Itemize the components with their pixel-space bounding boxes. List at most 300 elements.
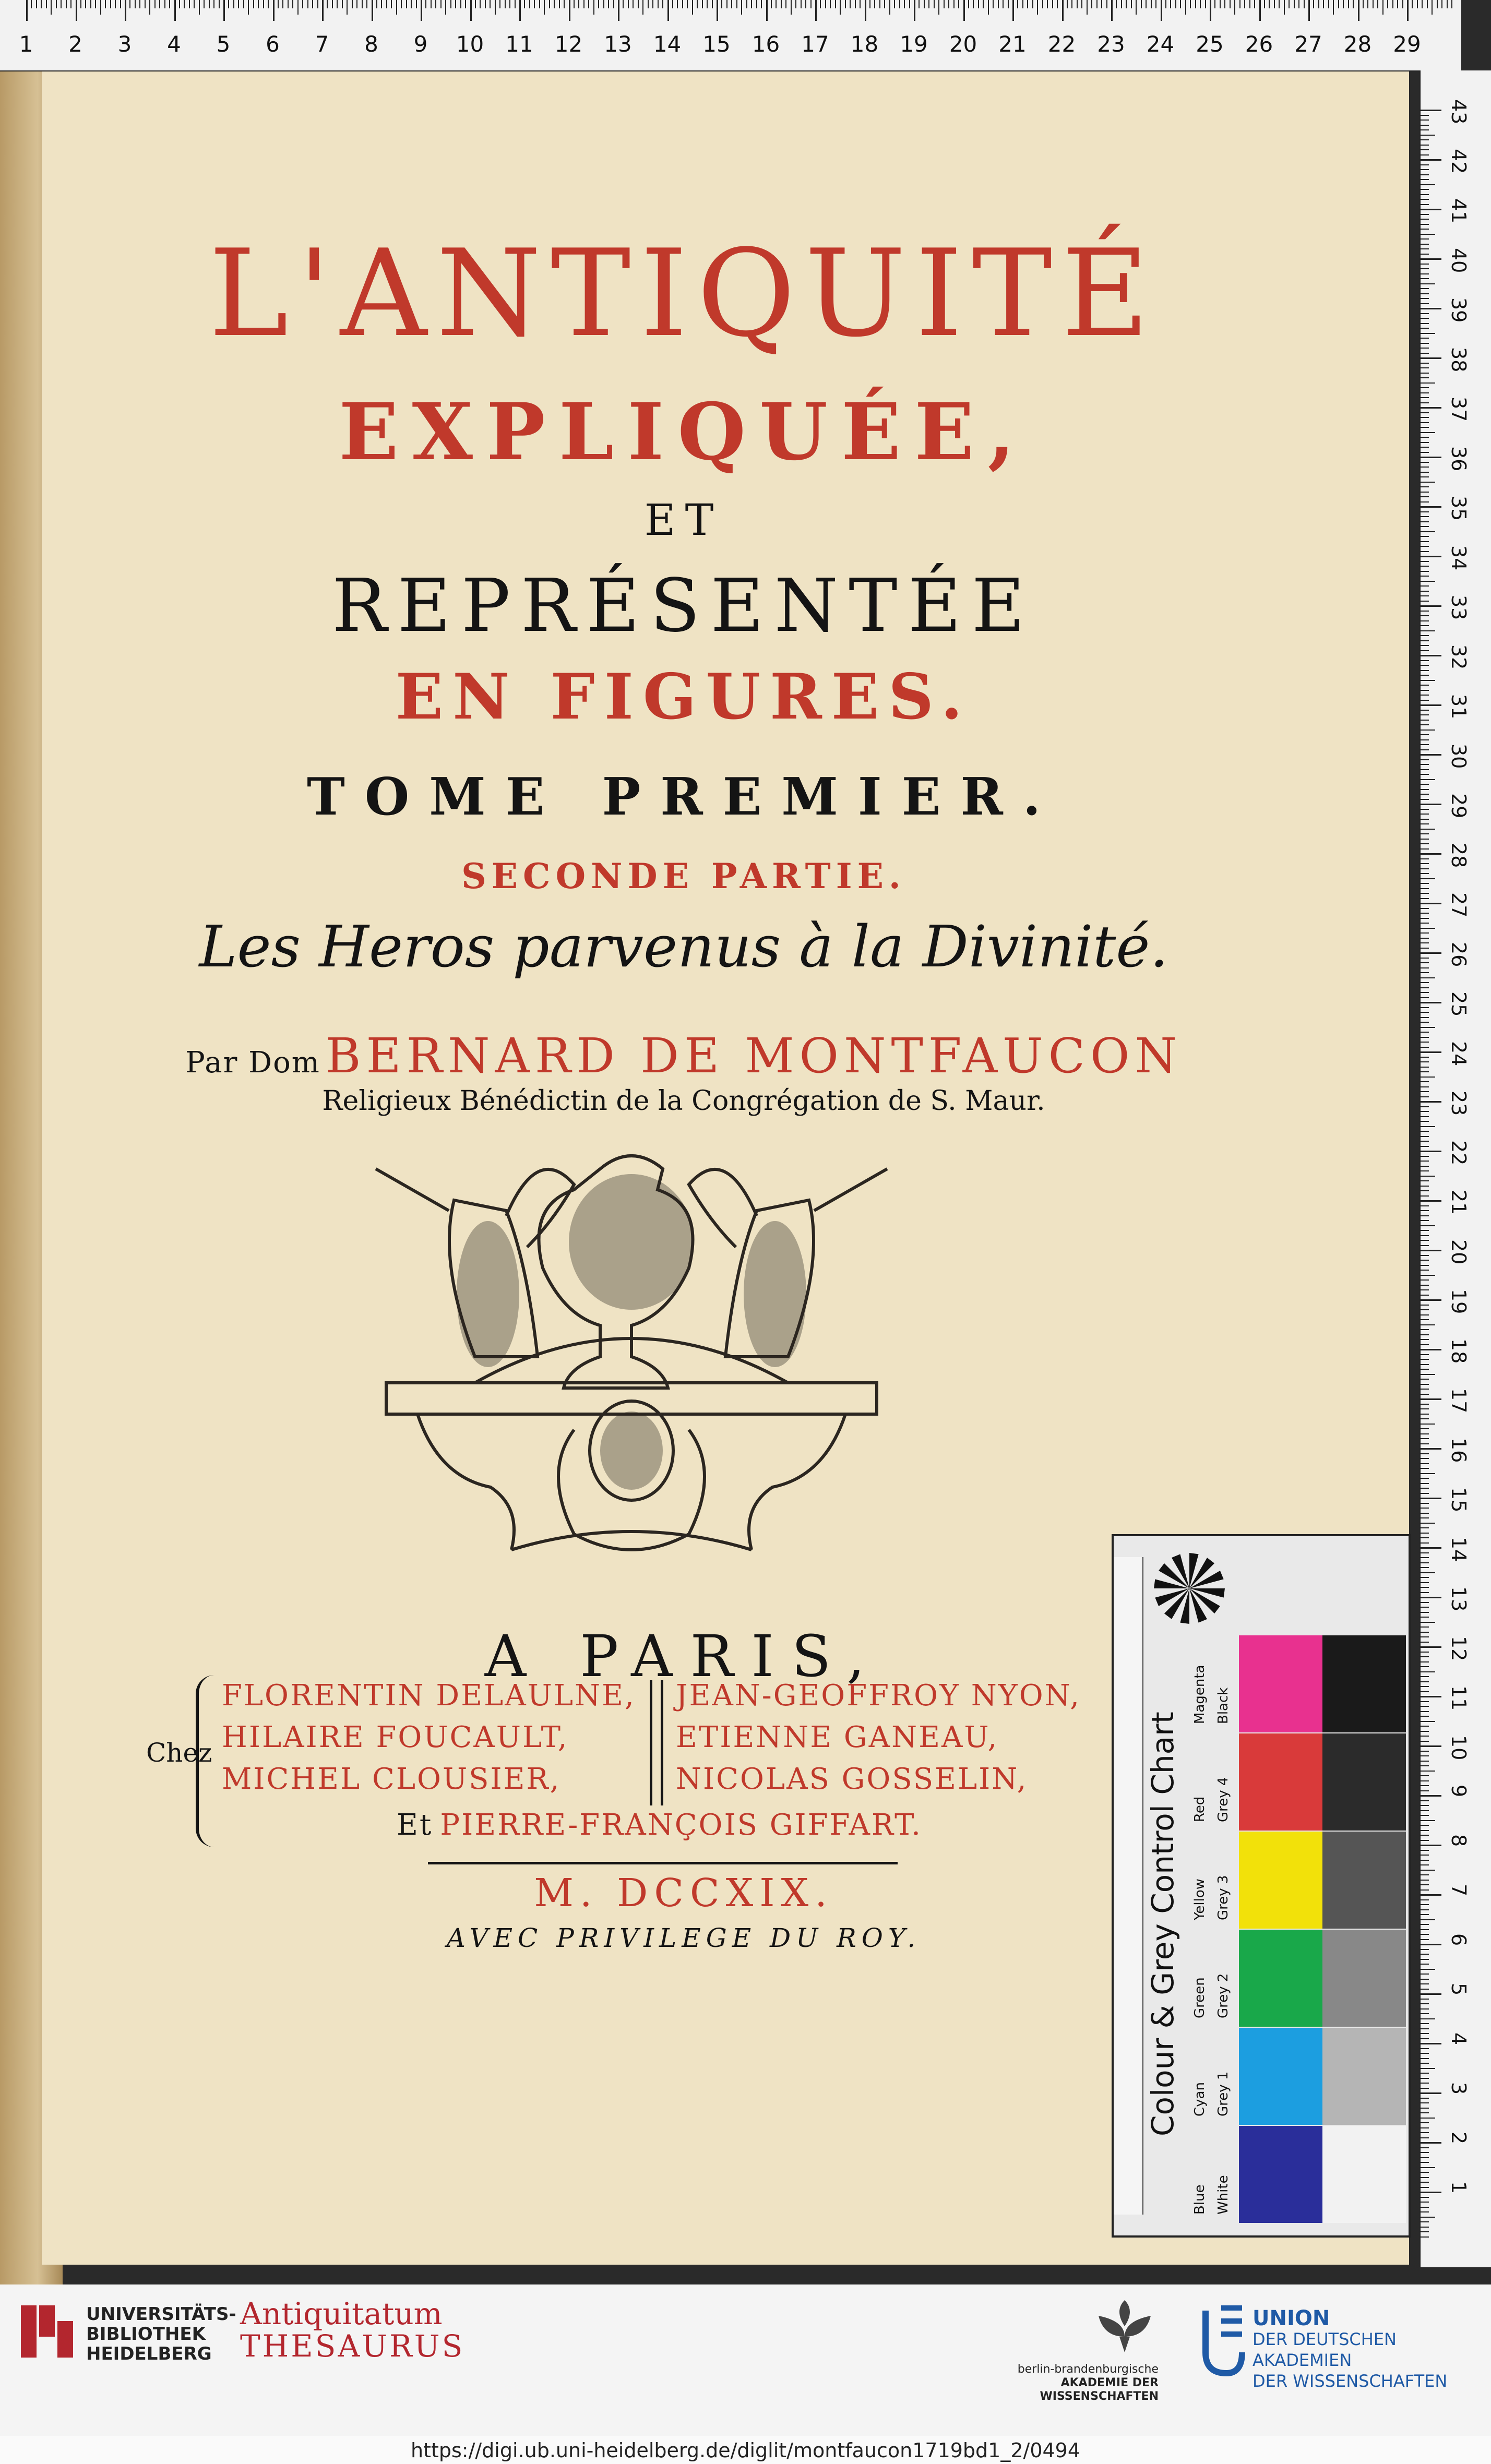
ruler-minor-tick <box>1313 0 1314 8</box>
ruler-minor-tick <box>1421 769 1429 770</box>
ruler-minor-tick <box>1421 645 1429 646</box>
ruler-number: 3 <box>1447 2082 1470 2095</box>
ruler-minor-tick <box>1421 1279 1429 1281</box>
ruler-tick <box>1421 1299 1441 1301</box>
source-url[interactable]: https://digi.ub.uni-heidelberg.de/diglit/montfaucon1719bd1_2/0494 <box>410 2439 1081 2462</box>
ruler-minor-tick <box>248 0 249 15</box>
ruler-number: 13 <box>1447 1586 1470 1612</box>
ruler-number: 9 <box>413 31 428 57</box>
ruler-minor-tick <box>1421 145 1429 146</box>
publishers-column-2 <box>676 1675 1081 1800</box>
ruler-minor-tick <box>884 0 885 8</box>
publishers-column-1 <box>222 1675 636 1800</box>
ruler-minor-tick <box>1421 2137 1429 2138</box>
ruler-minor-tick <box>1254 0 1255 8</box>
ruler-minor-tick <box>1421 640 1429 641</box>
ruler-minor-tick <box>1421 1047 1429 1048</box>
ruler-minor-tick <box>791 0 792 15</box>
ruler-minor-tick <box>36 0 37 8</box>
ruler-minor-tick <box>1421 1096 1429 1097</box>
ruler-minor-tick <box>204 0 205 8</box>
ruler-minor-tick <box>1421 690 1429 691</box>
ruler-minor-tick <box>1421 1636 1429 1637</box>
bbaw-line-1: berlin-brandenburgische <box>1017 2363 1159 2376</box>
ruler-minor-tick <box>1421 2102 1429 2103</box>
ruler-minor-tick <box>386 0 387 8</box>
ruler-tick <box>125 0 126 21</box>
ruler-minor-tick <box>1421 734 1429 735</box>
ruler-number: 36 <box>1447 446 1470 472</box>
ruler-minor-tick <box>1421 229 1429 230</box>
ruler-minor-tick <box>855 0 856 8</box>
ruler-minor-tick <box>1421 1344 1429 1345</box>
ruler-minor-tick <box>1421 591 1429 592</box>
ruler-minor-tick <box>1421 129 1429 130</box>
ruler-minor-tick <box>524 0 525 8</box>
ruler-minor-tick <box>1057 0 1058 8</box>
ruler-minor-tick <box>1421 442 1429 443</box>
colour-name-label: Blue <box>1192 2184 1208 2215</box>
ruler-number: 23 <box>1097 31 1125 57</box>
ruler-minor-tick <box>1421 670 1429 671</box>
ruler-minor-tick <box>1421 2073 1429 2074</box>
ruler-minor-tick <box>1264 0 1265 8</box>
ruler-minor-tick <box>1421 595 1429 596</box>
ruler-minor-tick <box>1421 367 1429 368</box>
ruler-minor-tick <box>934 0 935 8</box>
ruler-tick <box>766 0 768 21</box>
ruler-minor-tick <box>391 0 392 8</box>
ruler-tick <box>1421 1993 1441 1995</box>
ruler-tick <box>1421 903 1441 904</box>
ruler-minor-tick <box>948 0 949 8</box>
ruler-minor-tick <box>534 0 535 8</box>
ruler-minor-tick <box>1421 1230 1429 1231</box>
ruler-minor-tick <box>1421 1780 1429 1781</box>
ruler-minor-tick <box>1298 0 1299 8</box>
ruler-tick <box>1421 2192 1441 2193</box>
ruler-minor-tick <box>1421 977 1435 978</box>
ruler-minor-tick <box>1421 189 1429 190</box>
ruler-number: 43 <box>1447 99 1470 125</box>
ruler-tick <box>1421 2142 1441 2144</box>
ruler-minor-tick <box>376 0 377 8</box>
ruler-minor-tick <box>1421 303 1429 304</box>
ruler-minor-tick <box>1421 635 1429 636</box>
ruler-minor-tick <box>1421 1086 1429 1087</box>
ruler-minor-tick <box>1421 377 1429 378</box>
ruler-minor-tick <box>1421 1275 1435 1276</box>
ruler-minor-tick <box>1421 2108 1429 2109</box>
ruler-tick <box>815 0 817 21</box>
ruler-minor-tick <box>1421 2118 1435 2119</box>
ruler-minor-tick <box>736 0 737 8</box>
ruler-number: 11 <box>505 31 533 57</box>
ruler-tick <box>1421 704 1441 706</box>
ruler-minor-tick <box>1421 219 1429 220</box>
ruler-minor-tick <box>1421 2132 1429 2133</box>
ruler-minor-tick <box>1421 1503 1429 1504</box>
ruler-minor-tick <box>105 0 106 8</box>
ruler-minor-tick <box>1421 1404 1429 1405</box>
ruler-minor-tick <box>1421 992 1429 993</box>
ruler-number: 10 <box>456 31 484 57</box>
ruler-minor-tick <box>1294 0 1295 8</box>
ruler-number: 20 <box>1447 1239 1470 1265</box>
ruler-minor-tick <box>1421 1909 1429 1910</box>
ruler-minor-tick <box>1180 0 1181 8</box>
ruler-minor-tick <box>1106 0 1107 8</box>
ruler-minor-tick <box>1421 1176 1435 1177</box>
ruler-minor-tick <box>1421 1488 1429 1489</box>
ruler-number: 6 <box>266 31 280 57</box>
ruler-minor-tick <box>1249 0 1250 8</box>
ruler-minor-tick <box>1421 1007 1429 1008</box>
ruler-minor-tick <box>1421 1587 1429 1588</box>
ruler-minor-tick <box>648 0 649 8</box>
ruler-minor-tick <box>1432 0 1433 15</box>
ruler-minor-tick <box>1421 338 1429 339</box>
ruler-number: 2 <box>68 31 82 57</box>
ruler-minor-tick <box>1421 893 1429 894</box>
ruler-minor-tick <box>702 0 703 8</box>
ruler-minor-tick <box>1421 486 1429 487</box>
ruler-tick <box>1421 209 1441 210</box>
ruler-minor-tick <box>1421 2008 1429 2010</box>
ruler-minor-tick <box>1421 923 1429 924</box>
ruler-tick <box>569 0 570 21</box>
ruler-number: 4 <box>167 31 181 57</box>
ruler-minor-tick <box>396 0 397 15</box>
ruler-minor-tick <box>1274 0 1275 8</box>
ruler-minor-tick <box>1421 1523 1435 1524</box>
ruler-minor-tick <box>1421 149 1429 150</box>
grey-swatch <box>1322 1733 1406 1831</box>
ruler-minor-tick <box>1412 0 1413 8</box>
ruler-minor-tick <box>1421 115 1429 116</box>
ruler-minor-tick <box>1421 680 1435 681</box>
union-line-1: UNION <box>1253 2306 1330 2330</box>
ruler-tick <box>470 0 472 21</box>
ruler-number: 8 <box>1447 1834 1470 1847</box>
ruler-minor-tick <box>1421 809 1429 810</box>
ruler-minor-tick <box>159 0 160 8</box>
ruler-minor-tick <box>1421 2088 1429 2089</box>
ruler-minor-tick <box>1008 0 1009 8</box>
ruler-minor-tick <box>356 0 357 8</box>
ruler-minor-tick <box>1421 1815 1429 1816</box>
ruler-minor-tick <box>1421 829 1435 830</box>
ruler-minor-tick <box>1421 774 1429 775</box>
ruler-minor-tick <box>317 0 318 8</box>
ruler-minor-tick <box>342 0 343 8</box>
uni-line-2: BIBLIOTHEK <box>86 2324 206 2345</box>
ruler-minor-tick <box>1421 1691 1429 1692</box>
ruler-minor-tick <box>1421 1642 1429 1643</box>
ruler-minor-tick <box>1421 1136 1429 1137</box>
ruler-minor-tick <box>1421 382 1435 384</box>
ruler-minor-tick <box>1421 531 1435 532</box>
ruler-minor-tick <box>1421 1057 1429 1058</box>
ruler-minor-tick <box>1421 288 1429 289</box>
grey-name-label: Grey 3 <box>1215 1875 1231 1920</box>
ruler-minor-tick <box>1421 333 1435 334</box>
ruler-minor-tick <box>253 0 254 8</box>
ruler-minor-tick <box>1421 913 1429 914</box>
ruler-minor-tick <box>95 0 96 8</box>
ruler-minor-tick <box>1421 387 1429 388</box>
ruler-minor-tick <box>1421 2152 1429 2153</box>
ruler-minor-tick <box>1421 1934 1429 1935</box>
ruler-minor-tick <box>1421 323 1429 324</box>
title-line-2: EXPLIQUÉE, <box>339 386 1029 478</box>
grey-swatch <box>1322 1930 1406 2027</box>
ruler-minor-tick <box>1421 1186 1429 1187</box>
ruler-minor-tick <box>1421 2157 1429 2158</box>
publishers-block <box>146 1675 1112 1852</box>
ruler-minor-tick <box>944 0 945 8</box>
ruler-minor-tick <box>1421 814 1429 815</box>
ruler-tick <box>1062 0 1064 21</box>
ruler-minor-tick <box>1421 1979 1429 1980</box>
ruler-tick <box>963 0 965 21</box>
ruler-minor-tick <box>435 0 436 8</box>
ruler-minor-tick <box>1343 0 1344 8</box>
ruler-minor-tick <box>1421 2112 1429 2113</box>
ruler-minor-tick <box>1421 615 1429 616</box>
ruler-minor-tick <box>613 0 614 8</box>
ruler-minor-tick <box>1421 1924 1429 1925</box>
colour-swatch <box>1239 1635 1322 1732</box>
ruler-minor-tick <box>297 0 299 15</box>
ruler-number: 29 <box>1393 31 1421 57</box>
ruler-minor-tick <box>1421 1805 1429 1806</box>
ruler-minor-tick <box>1421 511 1429 512</box>
ruler-minor-tick <box>1421 298 1429 299</box>
ruler-number: 20 <box>949 31 977 57</box>
ruler-minor-tick <box>593 0 594 15</box>
year-line: M. DCCXIX. <box>534 1871 833 1916</box>
ruler-number: 29 <box>1447 793 1470 819</box>
ruler-minor-tick <box>1421 2028 1429 2029</box>
ruler-minor-tick <box>1017 0 1018 8</box>
ruler-minor-tick <box>1421 1180 1429 1181</box>
grey-name-label: Grey 4 <box>1215 1777 1231 1822</box>
ruler-minor-tick <box>1421 823 1429 824</box>
ruler-minor-tick <box>1421 2013 1429 2014</box>
ruler-minor-tick <box>1421 1418 1429 1419</box>
ruler-minor-tick <box>1003 0 1004 8</box>
ruler-minor-tick <box>1421 1071 1429 1072</box>
ruler-minor-tick <box>1421 1830 1429 1831</box>
ruler-minor-tick <box>924 0 925 8</box>
ruler-tick <box>1259 0 1261 21</box>
ruler-minor-tick <box>70 0 71 8</box>
ruler-minor-tick <box>1318 0 1319 8</box>
ruler-minor-tick <box>1421 1973 1429 1975</box>
ruler-minor-tick <box>366 0 367 8</box>
ruler-minor-tick <box>642 0 643 15</box>
ruler-minor-tick <box>337 0 338 8</box>
ruler-minor-tick <box>1421 1161 1429 1162</box>
ruler-minor-tick <box>1421 1012 1429 1013</box>
union-logo-icon <box>1200 2300 1247 2384</box>
ruler-minor-tick <box>1421 492 1429 493</box>
ruler-number: 1 <box>1447 2181 1470 2194</box>
ruler-minor-tick <box>771 0 772 8</box>
ruler-minor-tick <box>1421 1433 1429 1434</box>
ruler-number: 6 <box>1447 1933 1470 1946</box>
ruler-minor-tick <box>135 0 136 8</box>
author-name: BERNARD DE MONTFAUCON <box>325 1028 1182 1084</box>
ruler-minor-tick <box>1421 1374 1435 1375</box>
ruler-minor-tick <box>1421 1790 1429 1791</box>
ruler-minor-tick <box>1421 2048 1429 2049</box>
ruler-minor-tick <box>362 0 363 8</box>
ruler-minor-tick <box>1421 1255 1429 1256</box>
ruler-minor-tick <box>1421 1309 1429 1310</box>
ruler-minor-tick <box>1421 2177 1429 2178</box>
ruler-minor-tick <box>1421 749 1429 750</box>
engraved-vignette-image <box>355 1138 908 1576</box>
ruler-number: 34 <box>1447 545 1470 571</box>
ruler-minor-tick <box>1096 0 1098 8</box>
ruler-minor-tick <box>1427 0 1428 8</box>
ruler-number: 17 <box>801 31 829 57</box>
ruler-minor-tick <box>66 0 67 8</box>
ruler-tick <box>1421 1894 1441 1896</box>
ruler-minor-tick <box>1421 1765 1429 1766</box>
ruler-minor-tick <box>1421 1622 1435 1623</box>
ruler-minor-tick <box>199 0 200 15</box>
ruler-minor-tick <box>416 0 417 8</box>
colour-swatch <box>1239 1930 1322 2027</box>
title-line-5: EN FIGURES. <box>395 660 972 734</box>
ruler-minor-tick <box>1421 1552 1429 1553</box>
union-line-3: DER WISSENSCHAFTEN <box>1253 2371 1448 2391</box>
ruler-number: 16 <box>1447 1438 1470 1463</box>
ruler-minor-tick <box>1421 496 1429 497</box>
ruler-minor-tick <box>1421 1081 1429 1082</box>
ruler-minor-tick <box>756 0 757 8</box>
ruler-minor-tick <box>1421 789 1429 790</box>
ruler-minor-tick <box>1421 1949 1429 1950</box>
ruler-minor-tick <box>509 0 510 8</box>
ruler-minor-tick <box>1421 1319 1429 1320</box>
ruler-minor-tick <box>1421 1820 1435 1821</box>
ruler-tick <box>1308 0 1310 21</box>
ruler-minor-tick <box>1421 1032 1429 1033</box>
ruler-minor-tick <box>1121 0 1122 8</box>
ruler-tick <box>372 0 373 21</box>
ruler-number: 13 <box>604 31 632 57</box>
ruler-number: 24 <box>1146 31 1175 57</box>
ruler-minor-tick <box>1421 1800 1429 1801</box>
ruler-minor-tick <box>1421 1706 1429 1707</box>
ruler-minor-tick <box>1421 2182 1429 2183</box>
ruler-minor-tick <box>425 0 426 8</box>
ruler-minor-tick <box>1141 0 1142 8</box>
ruler-minor-tick <box>1421 1190 1429 1191</box>
ruler-minor-tick <box>899 0 900 8</box>
ruler-minor-tick <box>1421 1775 1429 1776</box>
ruler-tick <box>322 0 324 21</box>
ruler-minor-tick <box>1417 0 1418 8</box>
ruler-minor-tick <box>973 0 974 8</box>
ruler-minor-tick <box>1421 650 1429 651</box>
ruler-minor-tick <box>51 0 52 15</box>
ruler-minor-tick <box>1421 873 1429 874</box>
ruler-minor-tick <box>1421 2211 1429 2212</box>
ruler-tick <box>223 0 225 21</box>
ruler-minor-tick <box>194 0 195 8</box>
volume-line: TOME PREMIER. <box>307 767 1060 827</box>
ruler-minor-tick <box>169 0 170 8</box>
ruler-minor-tick <box>1421 1517 1429 1518</box>
ruler-minor-tick <box>1165 0 1166 8</box>
ruler-minor-tick <box>1421 1339 1429 1340</box>
ruler-minor-tick <box>1421 2197 1429 2198</box>
ruler-tick <box>1421 357 1441 359</box>
ruler-minor-tick <box>1421 714 1429 715</box>
ruler-minor-tick <box>677 0 678 8</box>
ruler-number: 8 <box>364 31 378 57</box>
ruler-minor-tick <box>953 0 955 8</box>
ruler-minor-tick <box>1437 0 1438 8</box>
ruler-number: 39 <box>1447 297 1470 323</box>
ruler-number: 40 <box>1447 248 1470 273</box>
ruler-tick <box>865 0 866 21</box>
ruler-minor-tick <box>1071 0 1072 8</box>
ruler-tick <box>1012 0 1014 21</box>
ruler-minor-tick <box>213 0 214 8</box>
ruler-minor-tick <box>1421 2058 1429 2059</box>
ruler-minor-tick <box>1421 194 1429 195</box>
ruler-minor-tick <box>1421 1408 1429 1409</box>
ruler-minor-tick <box>1421 948 1429 949</box>
ruler-minor-tick <box>1421 2003 1429 2004</box>
ruler-minor-tick <box>1421 343 1429 344</box>
ruler-minor-tick <box>1421 1755 1429 1756</box>
ruler-minor-tick <box>993 0 994 8</box>
ruler-number: 9 <box>1447 1785 1470 1798</box>
ruler-minor-tick <box>129 0 130 8</box>
ruler-minor-tick <box>1421 164 1429 165</box>
ruler-minor-tick <box>1421 1989 1429 1990</box>
ruler-minor-tick <box>1421 1354 1429 1355</box>
brace-mark <box>196 1675 214 1847</box>
ruler-minor-tick <box>835 0 836 8</box>
ruler-minor-tick <box>1052 0 1053 8</box>
ruler-minor-tick <box>1421 402 1429 403</box>
ruler-minor-tick <box>485 0 486 8</box>
ruler-minor-tick <box>1421 283 1435 284</box>
ruler-minor-tick <box>1421 1493 1429 1494</box>
ruler-minor-tick <box>658 0 659 8</box>
ruler-minor-tick <box>874 0 875 8</box>
grey-name-label: White <box>1215 2175 1231 2215</box>
ruler-minor-tick <box>1421 1414 1429 1415</box>
ruler-minor-tick <box>1421 938 1429 939</box>
ruler-minor-tick <box>465 0 466 8</box>
ruler-minor-tick <box>1185 0 1186 15</box>
ruler-minor-tick <box>958 0 959 8</box>
ruler-minor-tick <box>1421 868 1429 869</box>
ruler-minor-tick <box>1421 313 1429 314</box>
publisher-name: JEAN-GEOFFROY NYON, <box>676 1679 1081 1713</box>
ruler-tick <box>1421 754 1441 756</box>
ruler-minor-tick <box>682 0 683 8</box>
